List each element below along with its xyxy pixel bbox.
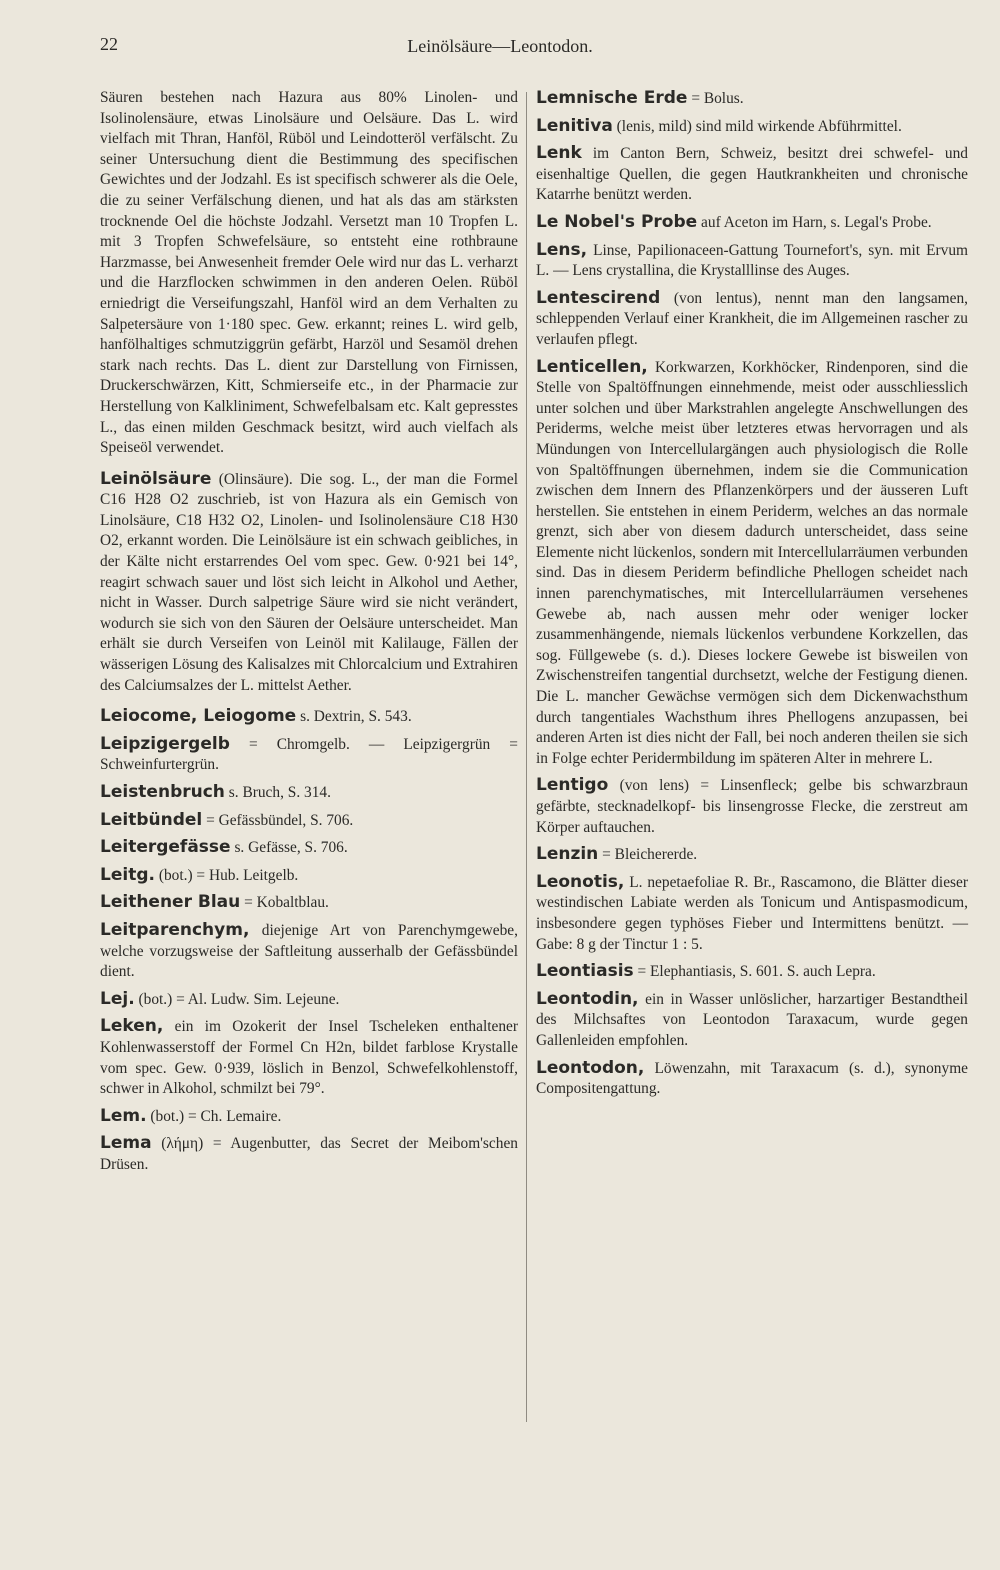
entry-lej	[100, 989, 518, 1011]
entry-headword: Le Nobel's Probe	[536, 211, 698, 232]
entry-text: s. Gefässe, S. 706.	[234, 839, 348, 857]
entry-text: (lenis, mild) sind mild wirkende Abführmittel.	[616, 117, 902, 135]
page-number: 22	[100, 34, 118, 54]
entry-text: (Olinsäure). Die sog. L., der man die Formel C16 H28 O2 zuschrieb, ist von Hazura als ein Gemisch von Linolsäure, C18 H32 O2, Linolen- und Isolinolensäure C18 H30 O2, erkannt worden. Die Leinölsäure ist ein schwach geibliches, in der Kälte nicht erstarrendes Oel vom spec. Gew. 0·921 bei 14°, reagirt schwach sauer und löst sich leicht in Alkohol und Aether, nicht in Wasser. Durch salpetrige Säure wird sie nicht verändert, wodurch sie sich von den Säuren der Oelsäure unterscheidet. Man erhält sie durch Verseifen von Leinöl mit Kalilauge, Fällen der wässerigen Lösung des Kalisalzes mit Chlorcalcium und Extrahiren des Calciumsalzes der L. mittelst Aether.	[100, 470, 518, 694]
entry-lentigo	[536, 775, 968, 838]
entry-leipzigergelb	[100, 734, 518, 776]
entry-leistenbruch	[100, 782, 518, 804]
entry-headword: Leontodin,	[536, 988, 639, 1009]
entry-leitg	[100, 865, 518, 887]
entry-headword: Lens,	[536, 239, 588, 260]
entry-headword: Lem.	[100, 1105, 147, 1126]
right-column	[536, 88, 968, 1106]
entry-leontodin	[536, 989, 968, 1052]
entry-text: (von lentus), nennt man den langsamen, schleppenden Verlauf einer Krankheit, die im Allgemeinen rascher zu verlaufen pflegt.	[536, 289, 968, 348]
entry-headword: Leitg.	[100, 864, 155, 885]
entry-text: L. nepetaefoliae R. Br., Rascamono, die Blätter dieser westindischen Labiate werden als Tonicum und Antispasmodicum, insbesondere gegen typhöses Fieber und Intermittens benützt. — Gabe: 8 g der Tinctur 1 : 5.	[536, 873, 968, 953]
left-column	[100, 88, 518, 1182]
entry-headword: Lenzin	[536, 844, 599, 865]
entry-headword: Leontiasis	[536, 961, 634, 982]
entry-headword: Leipzigergelb	[100, 733, 230, 754]
entry-headword: Lema	[100, 1133, 152, 1154]
entry-lenk	[536, 143, 968, 206]
entry-text: s. Bruch, S. 314.	[228, 784, 331, 801]
entry-text: (von lens) = Linsenfleck; gelbe bis schwarzbraun gefärbte, stecknadelkopf- bis linsengrosse Flecke, die zerstreut am Körper auftauchen.	[536, 777, 968, 836]
entry-headword: Lemnische Erde	[536, 88, 688, 108]
entry-lenzin	[536, 844, 968, 866]
entry-headword: Leonotis,	[536, 871, 625, 892]
entry-headword: Leiocome, Leiogome	[100, 706, 297, 727]
entry-text: = Bleichererde.	[602, 846, 698, 864]
entry-text: (bot.) = Ch. Lemaire.	[150, 1107, 282, 1125]
entry-text: = Bolus.	[691, 90, 744, 107]
entry-text: auf Aceton im Harn, s. Legal's Probe.	[701, 213, 932, 231]
entry-headword: Leitparenchym,	[100, 919, 250, 940]
entry-headword: Leithener Blau	[100, 892, 241, 913]
entry-text: diejenige Art von Parenchymgewebe, welche vorzugsweise der Saftleitung ausserhalb der Gefässbündel dient.	[100, 921, 518, 981]
entry-headword: Leistenbruch	[100, 782, 225, 802]
entry-text: = Elephantiasis, S. 601. S. auch Lepra.	[637, 963, 876, 981]
page-header	[0, 34, 1000, 64]
entry-leinolsaeure	[100, 469, 518, 697]
entry-lenticellen	[536, 357, 968, 770]
entry-headword: Leitergefässe	[100, 837, 231, 858]
entry-leiocome	[100, 706, 518, 728]
entry-headword: Leinölsäure	[100, 468, 212, 489]
entry-text: = Kobaltblau.	[244, 894, 329, 912]
entry-text: (bot.) = Al. Ludw. Sim. Lejeune.	[138, 990, 340, 1008]
entry-text: Säuren bestehen nach Hazura aus 80% Linolen- und Isolinolensäure, etwas Linolsäure und Oelsäure. Das L. wird vielfach mit Thran, Hanföl, Rüböl und Leindotteröl verfälscht. Zu seiner Untersuchung dient die Bestimmung des specifischen Gewichtes und der Jodzahl. Es ist specifisch schwerer als die Oele, die zu seiner Verfälschung dienen, und hat als das am stärksten trocknende Oel die höchste Jodzahl. Versetzt man 10 Tropfen L. mit 3 Tropfen Schwefelsäure, so entsteht eine rothbraune Harzmasse, bei Anwesenheit fremder Oele wird nur das L. verharzt und die Harzflocken schwimmen in den anderen Oelen. Rüböl erniedrigt die Verseifungszahl, Hanföl wird an dem Verhalten zu Salpetersäure von 1·180 spec. Gew. erkannt; reines L. wird gelb, hanfölhaltiges schmutziggrün gefärbt, Harzöl und Sesamöl drehen stark nach rechts. Das L. dient zur Darstellung von Firnissen, Druckerschwärzen, Kitt, Schmierseife etc., in der Pharmacie zur Herstellung von Kalkliniment, Schwefelbalsam etc. Kalt gepresstes L., das einen milden Geschmack besitzt, wird auch vielfach als Speiseöl verwendet.	[100, 89, 518, 457]
entry-headword: Leitbündel	[100, 809, 203, 830]
entry-headword: Lenticellen,	[536, 356, 648, 377]
entry-leontodon	[536, 1058, 968, 1100]
entry-text: = Gefässbündel, S. 706.	[206, 811, 354, 829]
entry-lem	[100, 1106, 518, 1128]
entry-lemnische-erde	[536, 88, 968, 110]
entry-lema	[100, 1133, 518, 1175]
entry-text: Linse, Papilionaceen-Gattung Tournefort's, syn. mit Ervum L. — Lens crystallina, die Krystalllinse des Auges.	[536, 241, 968, 280]
entry-text: s. Dextrin, S. 543.	[300, 708, 412, 726]
entry-lenitiva	[536, 116, 968, 138]
entry-leken	[100, 1016, 518, 1099]
entry-lentescirend	[536, 288, 968, 351]
entry-text: = Chromgelb. — Leipzigergrün = Schweinfurtergrün.	[100, 735, 518, 774]
continued-entry	[100, 88, 518, 459]
entry-leontiasis	[536, 961, 968, 983]
running-title: Leinölsäure—Leontodon.	[407, 36, 593, 56]
entry-headword: Leken,	[100, 1016, 164, 1037]
entry-leitergefaesse	[100, 837, 518, 859]
entry-headword: Lentescirend	[536, 287, 661, 308]
entry-leithener-blau	[100, 892, 518, 914]
entry-text: ein im Ozokerit der Insel Tscheleken enthaltener Kohlenwasserstoff der Formel Cn H2n, bildet farblose Krystalle vom spec. Gew. 0·939, löslich in Benzol, Schwefelkohlenstoff, schwer in Alkohol, schmilzt bei 79°.	[100, 1018, 518, 1098]
entry-headword: Leontodon,	[536, 1057, 645, 1078]
entry-text: (λήμη) = Augenbutter, das Secret der Meibom'schen Drüsen.	[100, 1135, 518, 1173]
entry-headword: Lenk	[536, 143, 582, 164]
entry-le-nobels-probe	[536, 212, 968, 234]
entry-headword: Lentigo	[536, 775, 609, 796]
entry-text: (bot.) = Hub. Leitgelb.	[158, 866, 299, 884]
entry-headword: Lenitiva	[536, 115, 613, 136]
entry-text: Löwenzahn, mit Taraxacum (s. d.), synonyme Compositengattung.	[536, 1059, 968, 1098]
entry-lens	[536, 240, 968, 282]
entry-text: Korkwarzen, Korkhöcker, Rindenporen, sind die Stelle von Spaltöffnungen einnehmende, meist oder ausschliesslich unter solchen und über Markstrahlen angelegte Anschwellungen des Periderms, welche meist über letzteres etwas hervorragen und als Mündungen von Intercellulargängen auch physiologisch die Rolle von Spaltöffnungen übernehmen, indem sie die Communication zwischen dem Innern des Pflanzenkörpers und der äusseren Luft herstellen. Sie entstehen in einem Periderm, welches an das normale grenzt, sich aber von diesem dadurch unterscheidet, dass seine Elemente nicht lückenlos, sondern mit Intercellularräumen verbunden sind. Das in diesem Periderm befindliche Phellogen scheidet nach innen parenchymatisches, mit Intercellularräumen versehenes Gewebe ab, nach aussen mehr oder weniger locker zusammenhängende, niemals lückenlos verbundene Korkzellen, das sog. Füllgewebe (s. d.). Dieses lockere Gewebe ist bisweilen von Zwischenstreifen tangential durchsetzt, welche der Festigung dienen. Die L. mancher Gewächse vermögen sich dem Dickenwachsthum durch tangentiales Wachsthum ihres Phellogens anzupassen, bei anderen Arten ist dies nicht der Fall, bei noch anderen theilen sie sich in Folge echter Peridermbildung im späteren Alter in mehrere L.	[536, 358, 968, 767]
entry-text: ein in Wasser unlöslicher, harzartiger Bestandtheil des Milchsaftes von Leontodon Taraxacum, wurde gegen Gallenleiden empfohlen.	[536, 990, 968, 1049]
entry-leitbuendel	[100, 810, 518, 832]
entry-leonotis	[536, 872, 968, 955]
entry-text: im Canton Bern, Schweiz, besitzt drei schwefel- und eisenhaltige Quellen, die gegen Hautkrankheiten und chronische Katarrhe benützt werden.	[536, 145, 968, 204]
entry-headword: Lej.	[100, 988, 135, 1009]
column-divider	[526, 92, 527, 1422]
entry-leitparenchym	[100, 920, 518, 983]
